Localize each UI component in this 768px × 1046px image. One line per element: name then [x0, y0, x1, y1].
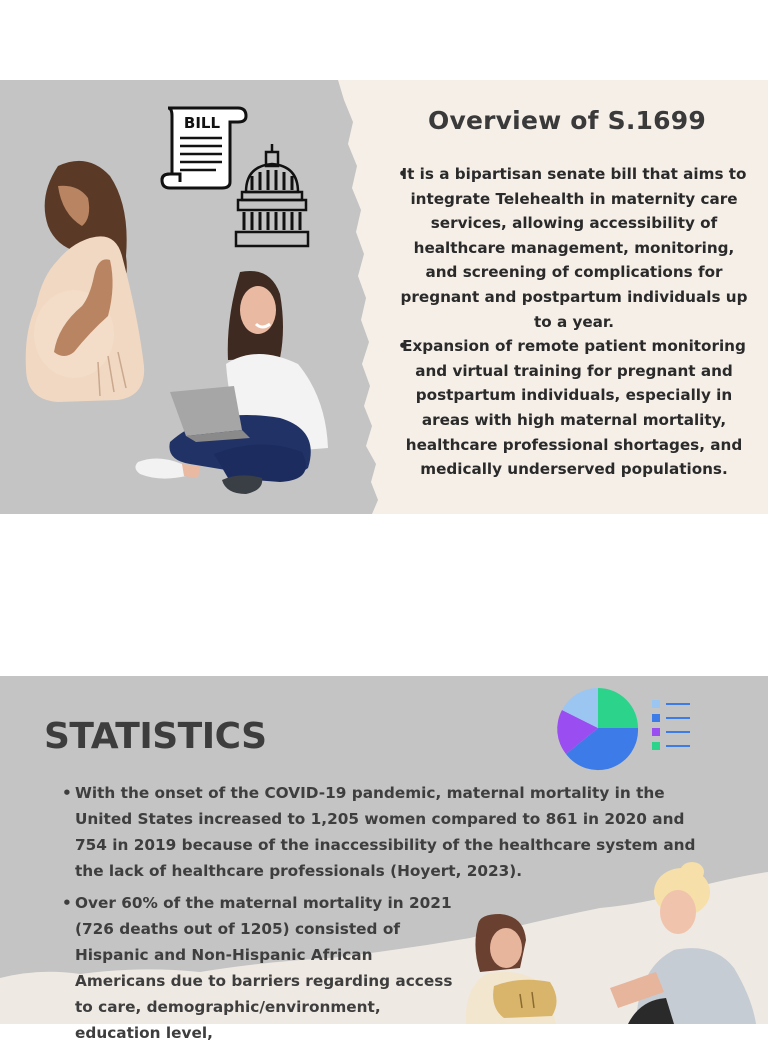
overview-title: Overview of S.1699: [428, 106, 706, 135]
list-icon: [652, 698, 692, 752]
overview-bullet: • Expansion of remote patient monitoring and virtual training for pregnant and postpartum individuals, especially in areas with high maternal mortality, healthcare professional shortages, and medically underserved populations.: [386, 334, 748, 482]
overview-bullet-list: [386, 162, 748, 482]
capitol-dome-icon: [232, 142, 312, 252]
pie-chart-icon: [552, 680, 644, 772]
overview-bullet: • It is a bipartisan senate bill that aims to integrate Telehealth in maternity care services, allowing accessibility of healthcare management, monitoring, and screening of complications for pregnant and postpartum individuals up to a year.: [386, 162, 748, 334]
statistics-slide: [0, 676, 768, 1042]
bill-label: BILL: [183, 114, 221, 132]
patient-and-doctor-illustration: [460, 868, 760, 1024]
statistics-title: STATISTICS: [44, 716, 267, 757]
woman-with-laptop-illustration: [130, 268, 340, 500]
overview-slide: [0, 80, 768, 514]
statistics-bullet: • Over 60% of the maternal mortality in 2021 (726 deaths out of 1205) consisted of Hispanic and Non-Hispanic African Americans due to barriers regarding access to care, demographic/environment, education level,: [62, 890, 455, 1046]
statistics-bullet: • With the onset of the COVID-19 pandemic, maternal mortality in the United States increased to 1,205 women compared to 861 in 2020 and 754 in 2019 because of the inaccessibility of the healthcare system and the lack of healthcare professionals (Hoyert, 2023).: [62, 780, 715, 884]
